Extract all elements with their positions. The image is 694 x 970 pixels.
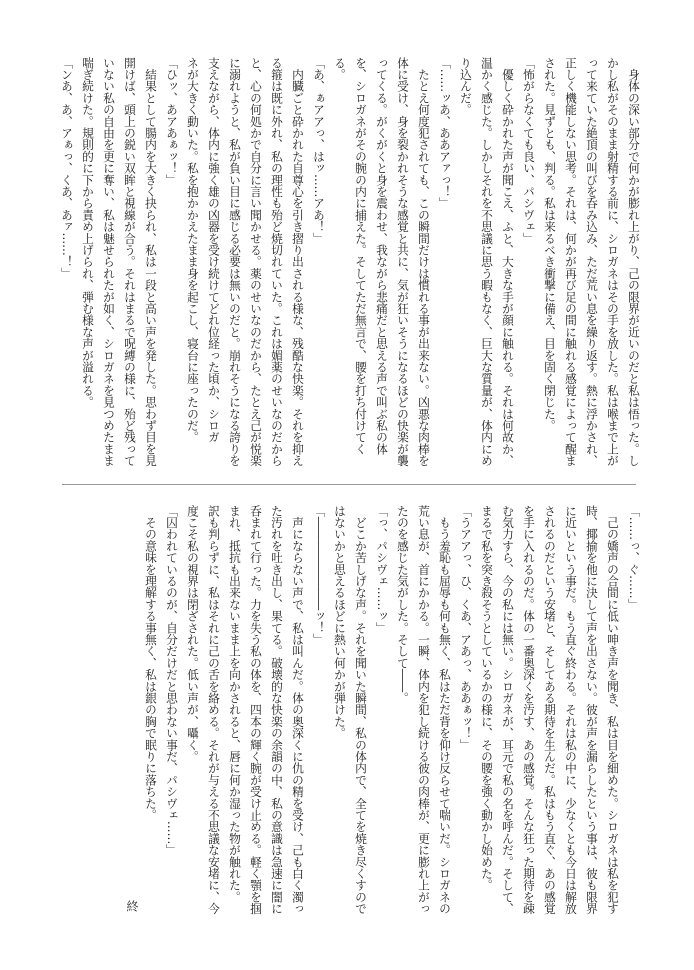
text-column: 「っ、パシヴェ……ッ」 xyxy=(375,505,389,634)
text-column: 喘ぎ続けた。規則的に下から責め上げられ、弾む様な声が溢れる。 xyxy=(81,57,95,408)
text-column: 優しく砕かれた声が聞こえ、ふと、大きな手が顔に触れる。それは何故か、 xyxy=(501,57,515,467)
text-column: どこか苦しげな声。それを聞いた瞬間、私の体内で、全てを焼き尽くすので xyxy=(354,505,368,915)
text-column: 「ンあ、あ、アぁっ、くあ、あァ……！」 xyxy=(60,57,74,280)
text-column: む気力すら、今の私には無い。シロガネが、耳元で私の名を呼んだ。そして、 xyxy=(501,505,515,915)
text-column: ってくる。がくがくと身を震わせ、我ながら悲痛だと思える声で叫ぶ私の体 xyxy=(375,57,389,455)
text-column: 支えながら、体内に強く雄の凶器を受け続けてどれ位経った頃か、シロガ xyxy=(207,57,221,444)
bottom-text-block xyxy=(140,505,644,918)
text-column: を、シロガネがその腕の内に捕えた。そしてただ無言で、腰を打ち付けてく xyxy=(354,57,368,455)
text-column: 身体の深い部分で何かが膨れ上がり、己の限界が近いのだと私は悟った。し xyxy=(627,57,641,467)
text-column: 温かく感じた。しかしそれを不思議に思う暇もなく、巨大な質量が、体内にめ xyxy=(480,57,494,467)
text-column: まるで私を突き殺そうとしているかの様に、その腰を強く動かし始めた。 xyxy=(480,505,494,892)
text-column: たとえ何度犯されても、この瞬間だけは慣れる事が出来ない。凶悪な肉棒を xyxy=(417,57,431,467)
text-column: 度こそ私の視界は閉ざされた。低い声が、囁く。 xyxy=(186,505,200,763)
text-column: を手に入れるのだ。体の一番奥深くを汚す、あの感覚。そんな狂った期待を疎 xyxy=(522,505,536,915)
text-column: 訳も判らずに、私はそれに己の舌を絡める。それが与える不思議な安堵に、今 xyxy=(207,505,221,915)
text-column: 時、揶揄を他に決して声を出さない。彼が声を漏らしたという事は、彼も限界 xyxy=(585,505,599,915)
text-column: 結果として腸内を大きく抉られ、私は一段と高い声を発した。思わず目を見 xyxy=(144,57,158,467)
text-column: 呑まれて行った。力を失う私の体を、四本の輝く腕が受け止める。軽く顎を掴 xyxy=(249,505,263,915)
text-column: る箍は既に外れ、私の理性も殆ど焼切れていた。これは媚薬のせいなのだから xyxy=(270,57,284,467)
text-column: 「……っ、ぐ……」 xyxy=(627,505,641,611)
text-column: 己の嬌声の合間に低い呻き声を聞き、私は目を細めた。シロガネは私を犯す xyxy=(606,505,620,915)
text-column: その意味を理解する事無く、私は銀の胸で眠りに落ちた。 xyxy=(144,505,158,821)
text-column: 「あ、ぁアアっ、はッ……アあ！」 xyxy=(312,57,326,245)
end-mark: 終 xyxy=(125,900,139,912)
text-column: 正しく機能しない思考。それは、何かが再び足の間に触れる感覚によって醒ま xyxy=(564,57,578,467)
text-column: に溺れようと、私が負い目に感じる必要は無いのだと。崩れそうになる誇りを xyxy=(228,57,242,467)
text-column: 開けば、頭上の鋭い双眸と視線が合う。それはまるで呪縛の様に、殆ど残って xyxy=(123,57,137,467)
text-column: たのを感じた気がした。そして――。 xyxy=(396,505,410,704)
text-column: 声にならない声で、私は叫んだ。体の奥深くに仇の精を受け、己も白く濁っ xyxy=(291,505,305,915)
text-column: されるのだという安堵と、そしてある期待を生んだ。私はもう直ぐ、あの感覚 xyxy=(543,505,557,915)
text-column: いない私の自由を更に奪い、私は魅せられたが如く、シロガネを見つめたまま xyxy=(102,57,116,467)
text-column: 「うアアっ、ひ、くあ、アあっ、ああぁッ！」 xyxy=(459,505,473,751)
text-column: 荒い息が、首にかかる。一瞬、体内を犯し続ける彼の肉棒が、更に膨れ上がっ xyxy=(417,505,431,915)
text-column: 「――――――――ッ！」 xyxy=(312,505,326,646)
text-column: ネが大きく動いた。私を抱かかえたまま身を起こし、寝台に座ったのだ。 xyxy=(186,57,200,444)
text-column: 内臓ごと砕かれた自尊心を引き摺り出される様な、残酷な快楽。それを抑え xyxy=(291,57,305,467)
text-column: 「ひッ、あアあぁッ！」 xyxy=(165,57,179,186)
text-column: って来ていた絶頂の叫びを呑み込み、ただ荒い息を繰り返す。熱に浮かされ、 xyxy=(585,57,599,467)
text-column: 「……ッあ、ああアァっ！」 xyxy=(438,57,452,210)
text-column: に近いという事だ。もう直ぐ終わる。それは私の中に、少なくとも今日は解放 xyxy=(564,505,578,915)
text-column: り込んだ。 xyxy=(459,57,473,116)
text-column: かし私がそのまま射精する前に、シロガネはその手を放した。私は喉まで上が xyxy=(606,57,620,467)
text-column: まれ、抵抗も出来ないまま上を向かされると、唇に何か湿った物が触れた。 xyxy=(228,505,242,903)
text-column: 体に受け、身を裂かれそうな感覚と共に、気が狂いそうになるほどの快楽が襲 xyxy=(396,57,410,467)
section-divider xyxy=(62,484,636,485)
text-column: た汚れを吐き出し、果てる。破壊的な快楽の余韻の中、私の意識は急速に闇に xyxy=(270,505,284,915)
text-column: 「怖がらなくても良い、パシヴェ」 xyxy=(522,57,536,245)
text-column: と、心の何処かで自分に言い聞かせる。薬のせいなのだから、たとえ己が悦楽 xyxy=(249,57,263,467)
text-column: された。見ずとも、判る。私は来るべき衝撃に備え、目を固く閉じた。 xyxy=(543,57,557,432)
text-column: もう羞恥も屈辱も何も無く、私はただ背を仰け反らせて喘いだ。シロガネの xyxy=(438,505,452,915)
text-column: はないかと思えるほどに熱い何かが弾けた。 xyxy=(333,505,347,739)
text-column: る。 xyxy=(333,57,347,81)
top-text-block xyxy=(56,57,644,470)
text-column: 「囚われているのが、自分だけだと思わない事だ、パシヴェ……」 xyxy=(165,505,179,856)
